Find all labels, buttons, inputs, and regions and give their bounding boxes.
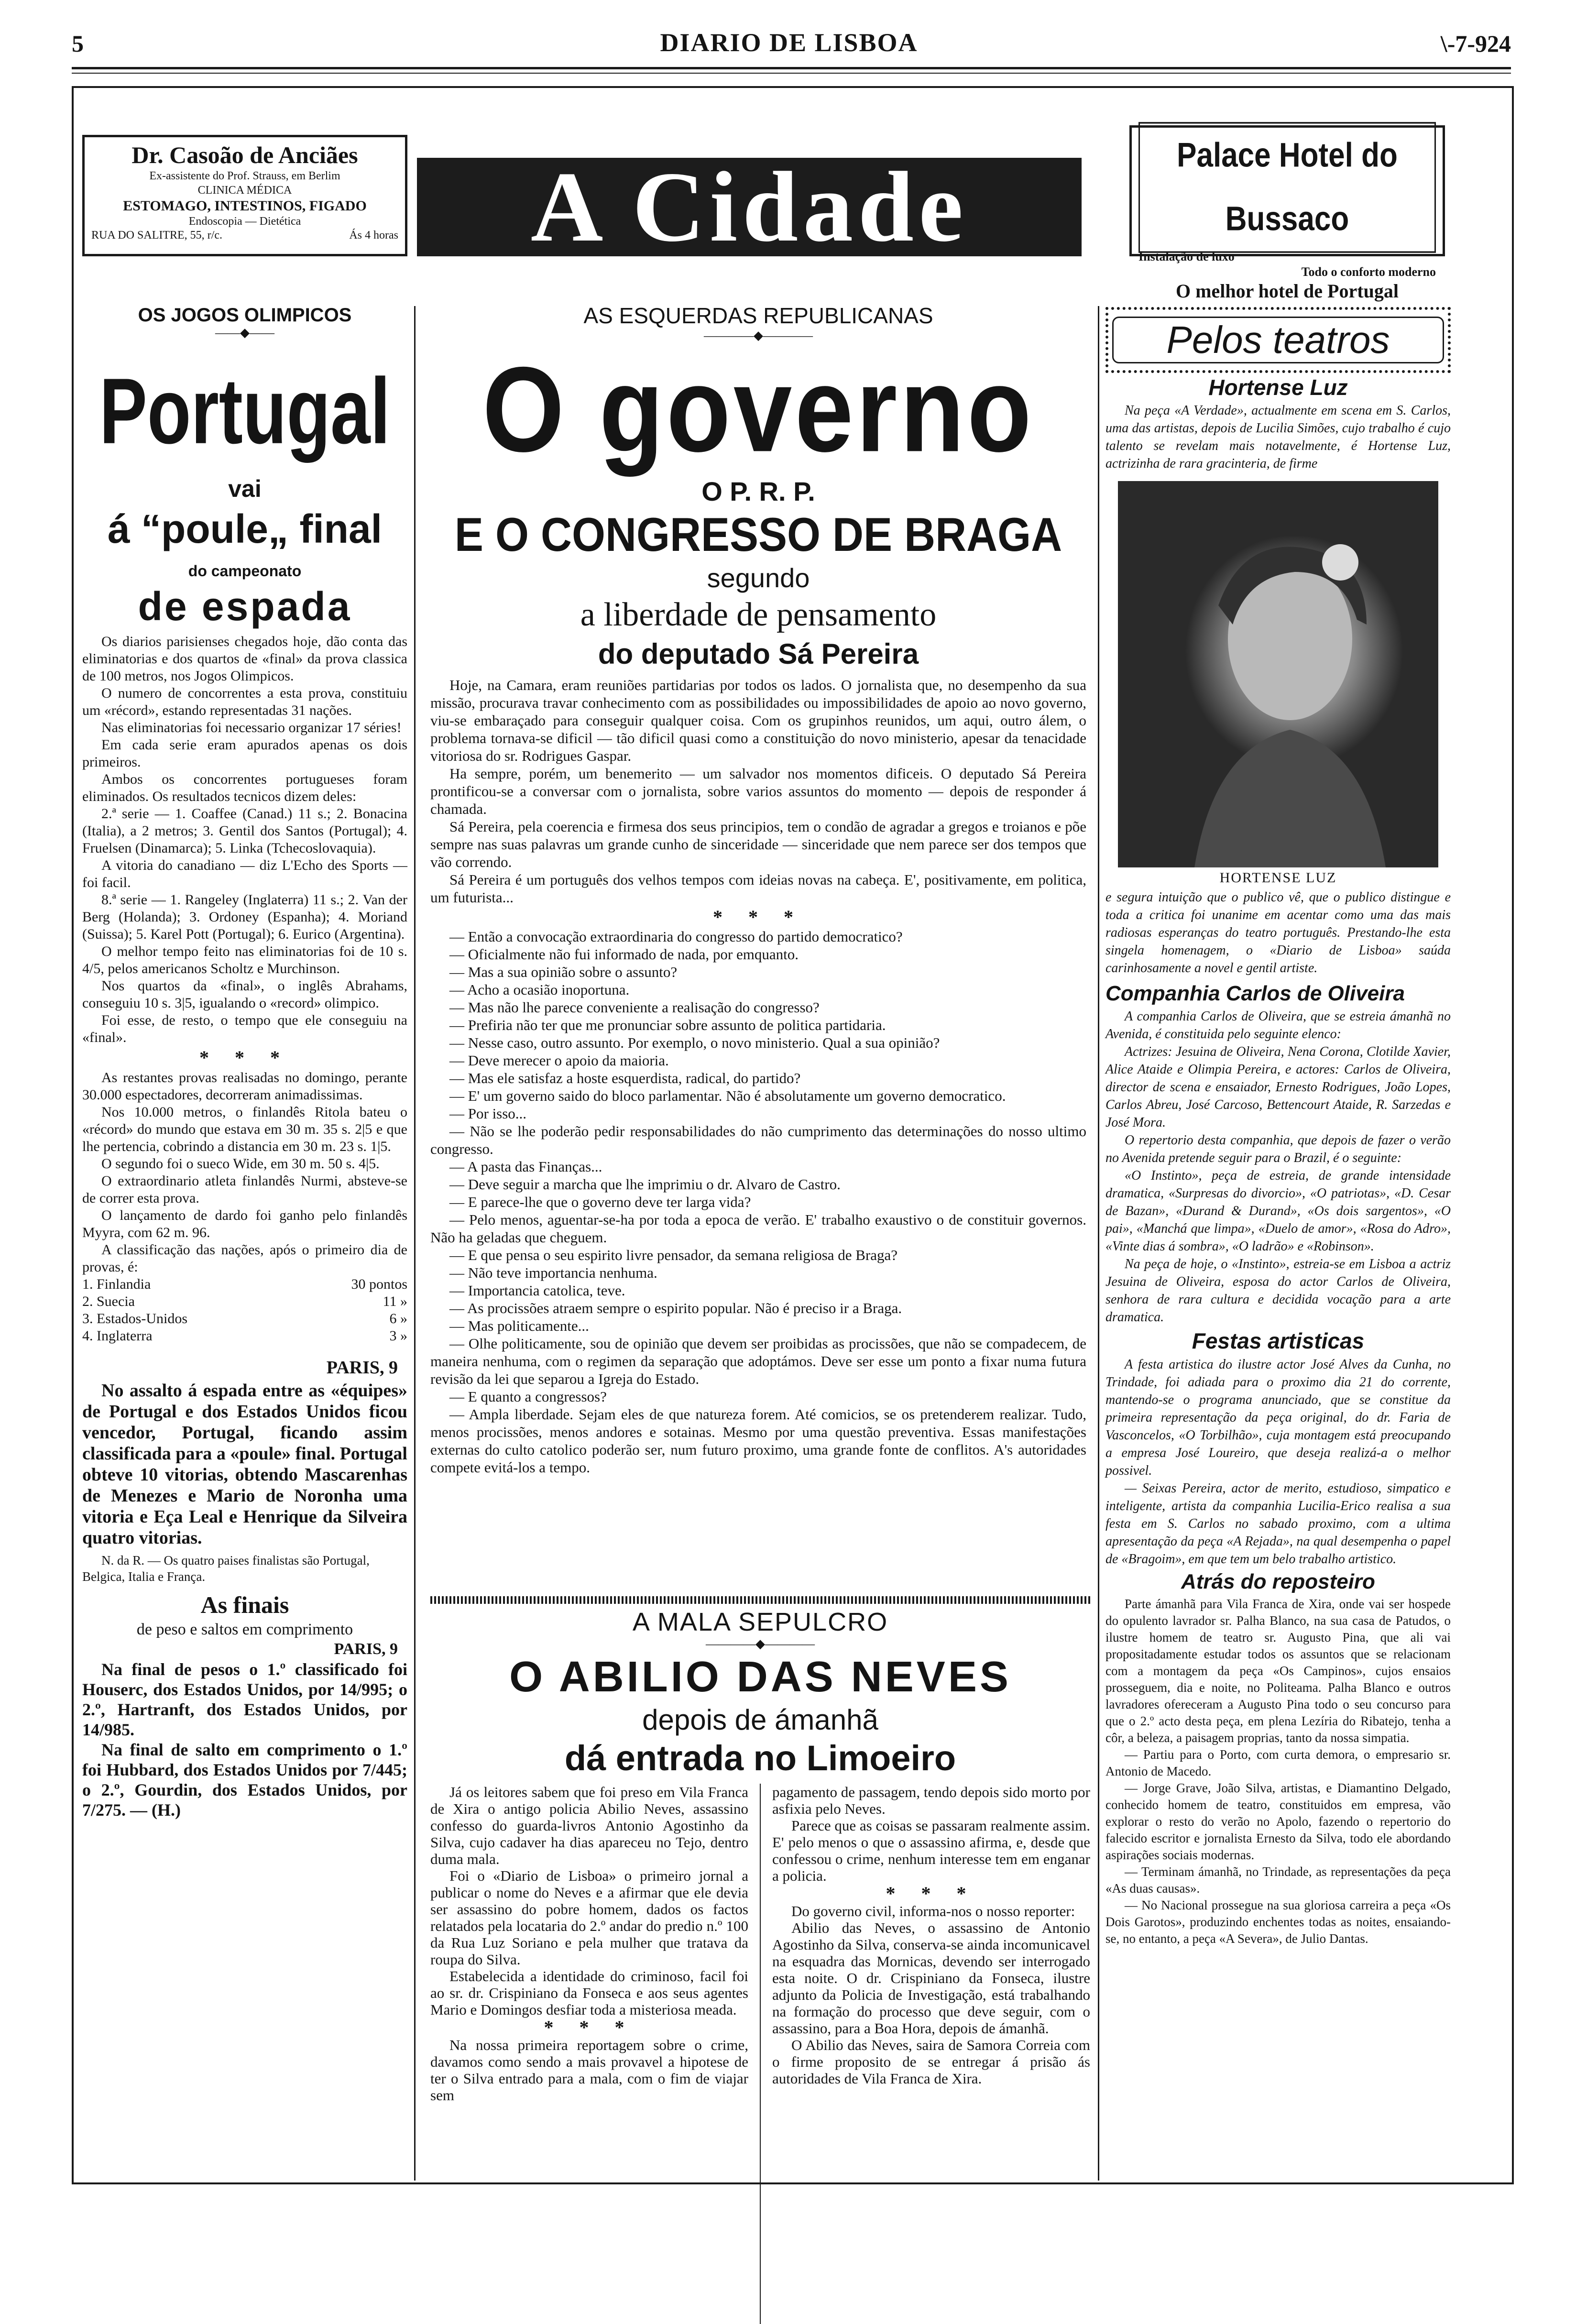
government-headline-deputado: do deputado Sá Pereira	[598, 638, 919, 670]
paragraph: O lançamento de dardo foi ganho pelo finlandês Myyra, com 62 m. 96.	[82, 1207, 407, 1240]
paragraph: O segundo foi o sueco Wide, em 30 m. 50 s. 4|5.	[101, 1156, 380, 1172]
bold-paragraph: No assalto á espada entre as «équipes» de Portugal e dos Estados Unidos ficou vencedor, Portugal, ficando assim classificada para a «poule» final. Portugal obteve 10 vitorias, obtendo Mascarenhas de Menezes e Mario de Noronha uma vitoria e Eça Leal e Henrique da Silveira quatro vitorias.	[82, 1381, 407, 1548]
section-title-box	[417, 152, 1082, 263]
paragraph: Foi esse, de resto, o tempo que ele conseguiu na «final».	[82, 1012, 407, 1045]
editor-note: N. da R. — Os quatro paises finalistas são Portugal, Belgica, Italia e França.	[82, 1553, 370, 1584]
ad-hotel-line2: Todo o conforto moderno	[1301, 265, 1436, 279]
paragraph: A vitoria do canadiano — diz L'Echo des Sports — foi facil.	[82, 857, 407, 890]
issue-date: \-7-924	[1440, 30, 1511, 57]
government-headline-prp: O P. R. P.	[701, 476, 815, 506]
masthead-rule	[72, 67, 1511, 69]
section-stars: * * *	[886, 1883, 977, 1904]
dialogue-line: — Prefiria não ter que me pronunciar sobre assunto de politica partidaria.	[449, 1017, 886, 1033]
paragraph: — No Nacional prossegue na sua gloriosa carreira a peça «Os Dois Garotos», produzindo enchentes todas as noites, ensaiando-se, no entanto, a peça «A Severa», de Julio Dantas.	[1105, 1898, 1451, 1946]
olympics-headline: Portugal	[99, 358, 391, 463]
paragraph: Em cada serie eram apurados apenas os dois primeiros.	[82, 737, 407, 770]
ad-doctor-line2: CLINICA MÉDICA	[197, 184, 292, 197]
paragraph: Sá Pereira, pela coerencia e firmesa dos seus principios, tem o condão de agradar a gregos e troianos e põe sempre nas suas palavras um grande cunho de sinceridade — sinceridade que nem parece ser dos tempos que vão correndo.	[430, 818, 1086, 870]
government-headline-segundo: segundo	[707, 563, 810, 593]
dialogue-line: — Por isso...	[449, 1105, 527, 1122]
ranking-label: 1. Finlandia	[82, 1276, 151, 1292]
paragraph: Já os leitores sabem que foi preso em Vila Franca de Xira o antigo policia Abilio Neves, assassino confesso do guarda-livros Antonio Agostinho da Silva, cujo cadaver ha dias apareceu no Tejo, dentro duma mala.	[430, 1784, 748, 1867]
ad-doctor-line3: ESTOMAGO, INTESTINOS, FIGADO	[123, 198, 367, 214]
olympics-article	[82, 304, 407, 1820]
mala-article	[430, 1607, 1090, 2324]
dialogue-line: — Deve merecer o apoio da maioria.	[449, 1052, 669, 1069]
ad-doctor-address: RUA DO SALITRE, 55, r/c.	[91, 229, 222, 241]
section-stars: * * *	[713, 906, 804, 928]
theatre-banner-title: Pelos teatros	[1112, 317, 1444, 363]
ad-doctor-name: Dr. Casoão de Anciães	[131, 142, 358, 168]
dialogue-line: — E parece-lhe que o governo deve ter larga vida?	[449, 1194, 751, 1210]
paragraph: O repertorio desta companhia, que depois de fazer o verão no Avenida pretende seguir para o Brazil, é o seguinte:	[1105, 1133, 1451, 1165]
dialogue-line: — Mas a sua opinião sobre o assunto?	[449, 964, 678, 980]
dateline: PARIS, 9	[326, 1358, 398, 1378]
paragraph: Na peça de hoje, o «Instinto», estreia-se em Lisboa a actriz Jesuina de Oliveira, esposa do actor Carlos de Oliveira, senhora de rara cultura e decidida vocação para a arte dramatica.	[1105, 1257, 1451, 1325]
paragraph: O extraordinario atleta finlandês Nurmi, absteve-se de correr esta prova.	[82, 1173, 407, 1206]
olympics-body	[82, 633, 407, 1345]
dialogue-line: — A pasta das Finanças...	[449, 1158, 602, 1175]
paragraph: Os diarios parisienses chegados hoje, dão conta das eliminatorias e dos quartos de «final» da prova classica de 100 metros, nos Jogos Olimpicos.	[82, 634, 407, 684]
section-stars: * * *	[199, 1047, 290, 1068]
paragraph: Parece que as coisas se passaram realmente assim. E' pelo menos o que o assassino afirma, e, desde que confessou o crime, nenhum interesse tem em enganar a policia.	[772, 1817, 1090, 1884]
olympics-headline-campeonato: do campeonato	[188, 562, 302, 580]
ad-hotel	[1129, 125, 1445, 302]
ranking-row	[82, 1276, 407, 1293]
olympics-headline-vai: vai	[228, 475, 262, 502]
paragraph: Nos quartos da «final», o inglês Abrahams, conseguiu 10 s. 3|5, igualando o «record» olimpico.	[82, 978, 407, 1011]
dialogue-line: — Importancia catolica, teve.	[449, 1282, 625, 1299]
paragraph: — Partiu para o Porto, com curta demora, o empresario sr. Antonio de Macedo.	[1105, 1747, 1451, 1778]
dialogue-line: — E quanto a congressos?	[449, 1388, 607, 1405]
government-article	[430, 302, 1086, 1476]
ranking-value: 3 »	[389, 1328, 407, 1344]
theatre-banner	[1105, 307, 1451, 373]
paragraph: O Abilio das Neves, saira de Samora Correia com o firme proposito de se entregar á prisão ás autoridades de Vila Franca de Xira.	[772, 2037, 1090, 2087]
government-headline: O governo	[482, 341, 1035, 477]
dialogue-line: — Oficialmente não fui informado de nada, por emquanto.	[449, 946, 799, 963]
dialogue-line: — E' um governo saido do bloco parlamentar. Não é absolutamente um governo democratico.	[449, 1087, 1006, 1104]
paragraph: Nas eliminatorias foi necessario organizar 17 séries!	[101, 720, 402, 735]
dialogue-line: — Pelo menos, aguentar-se-ha por toda a epoca de verão. E' trabalho exaustivo o de constituir governos. Não ha geladas que cheguem.	[430, 1211, 1086, 1246]
theatre-column	[1105, 307, 1451, 1947]
separator: ————◆————	[704, 329, 813, 342]
paragraph: Hoje, na Camara, eram reuniões partidarias por todos os lados. O jornalista que, no desempenho da sua missão, procurava travar conhecimento com as possibilidades ou impossibilidades de apoio ao novo governo, viu-se embaraçado para conseguir qualquer coisa. Com os grupinhos reunidos, um aqui, outro álem, o problema tornava-se dificil — tão dificil quasi como a constituição do novo ministerio, apesar da tenacidade vitoriosa do sr. Rodrigues Gaspar.	[430, 677, 1086, 764]
interview-dialogue	[430, 928, 1086, 1476]
paragraph: — Jorge Grave, João Silva, artistas, e Diamantino Delgado, conhecido homem de teatro, constituidos em empresa, vão explorar o resto do verão no Apolo, fazendo o repertorio do falecido escritor e jornalista Ernesto da Silva, todo ele abordando aspirações sociais modernas.	[1105, 1781, 1451, 1862]
dialogue-line: — E que pensa o seu espirito livre pensador, da semana religiosa de Braga?	[449, 1247, 898, 1263]
olympics-headline-espada: de espada	[138, 584, 352, 629]
dialogue-line: — Acho a ocasião inoportuna.	[449, 981, 630, 998]
hortense-title: Hortense Luz	[1208, 375, 1348, 400]
page-number: 5	[72, 30, 84, 57]
column-rule-mala	[760, 1784, 761, 2324]
ad-hotel-name: Palace Hotel do Bussaco	[1138, 122, 1436, 253]
paragraph: O numero de concorrentes a esta prova, constituiu um «récord», estando representadas 31 nações.	[82, 685, 407, 718]
reposteiro-title: Atrás do reposteiro	[1181, 1570, 1375, 1593]
dialogue-line: — Mas ele satisfaz a hoste esquerdista, radical, do partido?	[449, 1070, 801, 1086]
dialogue-line: — Mas politicamente...	[449, 1317, 589, 1334]
ranking-value: 11 »	[383, 1294, 407, 1309]
masthead-rule-thin	[72, 73, 1511, 74]
paragraph: O melhor tempo feito nas eliminatorias foi de 10 s. 4/5, pelos americanos Scholtz e Murchinson.	[82, 943, 407, 976]
ranking-label: 2. Suecia	[82, 1294, 135, 1309]
paragraph: — Terminam ámanhã, no Trindade, as representações da peça «As duas causas».	[1105, 1864, 1451, 1896]
dialogue-line: — As procissões atraem sempre o espirito popular. Não é preciso ir a Braga.	[449, 1300, 902, 1316]
section-stars: * * *	[544, 2017, 635, 2038]
dialogue-line: — Não se lhe poderão pedir responsabilidades do não cumprimento das determinações do nosso ultimo congresso.	[430, 1123, 1086, 1157]
ranking-row	[82, 1310, 407, 1327]
ad-hotel-line3: O melhor hotel de Portugal	[1176, 280, 1399, 302]
dialogue-line: — Deve seguir a marcha que lhe imprimiu o dr. Alvaro de Castro.	[449, 1176, 841, 1193]
ranking-row	[82, 1293, 407, 1310]
ranking-value: 30 pontos	[351, 1276, 407, 1292]
paragraph: A classificação das nações, após o primeiro dia de provas, é:	[82, 1242, 407, 1275]
portrait-figure-icon	[1118, 481, 1438, 867]
ranking-table	[82, 1276, 407, 1345]
dialogue-line: — Ampla liberdade. Sejam eles de que natureza forem. Até comicios, se os pretenderem realizar. Tudo, menos procissões, menos andores e sotainas. Mesmo por uma questão preventiva. Essas manifestações externas do culto catolico poderão ser, num futuro proximo, uma grande fonte de conflitos. A's autoridades compete evitá-los a tempo.	[430, 1406, 1086, 1476]
finals-subtitle: de peso e saltos em comprimento	[136, 1621, 353, 1638]
paragraph: Abilio das Neves, o assassino de Antonio Agostinho da Silva, conserva-se ainda incomunicavel na esquadra das Mornicas, devendo ser interrogado esta noite. O dr. Crispiniano da Fonseca, ilustre adjunto da Policia de Investigação, está trabalhando na formação do processo que deve seguir, com o assassino, para a Boa Hora, depois de ámanhã.	[772, 1919, 1090, 2037]
companhia-title: Companhia Carlos de Oliveira	[1105, 982, 1405, 1005]
ad-doctor	[82, 135, 407, 256]
ad-doctor-line1: Ex-assistente do Prof. Strauss, em Berlim	[149, 170, 340, 182]
festas-title: Festas artisticas	[1192, 1328, 1365, 1353]
ranking-row	[82, 1327, 407, 1345]
paragraph: Ha sempre, porém, um benemerito — um salvador nos momentos dificeis. O deputado Sá Pereira prontificou-se a conversar com o jornalista, sobre varios assuntos do momento — depois de responder á chamada.	[430, 765, 1086, 817]
mala-col-2	[772, 1784, 1090, 2324]
government-kicker: AS ESQUERDAS REPUBLICANAS	[583, 303, 933, 328]
paragraph: Estabelecida a identidade do criminoso, facil foi ao sr. dr. Crispiniano da Fonseca e aos seus agentes Mario e Domingos desfiar toda a misteriosa meada.	[430, 1968, 748, 2018]
hortense-photo	[1118, 481, 1438, 867]
ranking-label: 4. Inglaterra	[82, 1328, 153, 1344]
separator: ————◆————	[706, 1637, 815, 1651]
photo-caption: HORTENSE LUZ	[1219, 870, 1337, 886]
paragraph: Foi o «Diario de Lisboa» o primeiro jornal a publicar o nome do Neves e a afirmar que ele devia ser assassino do pobre homem, dados os factos relatados pela locataria do 2.º andar do predio n.º 100 da Rua Luz Soriano e pela mulher que tratava da roupa do Silva.	[430, 1867, 748, 1968]
bold-paragraph: Na final de salto em comprimento o 1.º foi Hubbard, dos Estados Unidos por 7/445; o 2.º, Gourdin, dos Estados Unidos, por 7/275. — (H.)	[82, 1740, 407, 1820]
paragraph: «O Instinto», peça de estreia, de grande intensidade dramatica, «Surpresas do divorcio», «O patriotas», «D. Cesar de Bazan», «Durand & Durand», «Os dois sargentos», «O pai», «Manchá que limpa», «Duelo de amor», «Rosa do Adro», «Vinte dias á sombra», «O ladrão» e «Robinson».	[1105, 1168, 1451, 1254]
paragraph: Sá Pereira é um português dos velhos tempos com ideias novas na cabeça. E', positivamente, em politica, um futurista...	[430, 871, 1086, 906]
paragraph: Nos 10.000 metros, o finlandês Ritola bateu o «récord» do mundo que estava em 30 m. 35 s. 2|5 e que lhe pertencia, cobrindo a distancia em 30 m. 23 s. 1|5.	[82, 1104, 407, 1154]
column-rule-right	[1098, 306, 1099, 2181]
ad-doctor-line4: Endoscopia — Dietética	[188, 215, 301, 228]
newspaper-title: DIARIO DE LISBOA	[660, 28, 918, 57]
mala-headline: O ABILIO DAS NEVES	[509, 1653, 1011, 1701]
finals-title: As finais	[200, 1591, 289, 1618]
section-title: A Cidade	[530, 152, 968, 263]
dialogue-line: — Mas não lhe parece conveniente a realisação do congresso?	[449, 999, 820, 1016]
mala-kicker: A MALA SEPULCRO	[632, 1608, 888, 1636]
dialogue-line: — Nesse caso, outro assunto. Por exemplo, o novo ministerio. Qual a sua opinião?	[449, 1034, 940, 1051]
ranking-label: 3. Estados-Unidos	[82, 1311, 187, 1326]
dateline: PARIS, 9	[334, 1640, 398, 1658]
paragraph: Ambos os concorrentes portugueses foram eliminados. Os resultados tecnicos dizem deles:	[82, 771, 407, 804]
paragraph: pagamento de passagem, tendo depois sido morto por asfixia pelo Neves.	[772, 1784, 1090, 1817]
hatched-divider	[430, 1596, 1090, 1604]
government-body	[430, 676, 1086, 1476]
paragraph: Parte ámanhã para Vila Franca de Xira, onde vai ser hospede do opulento lavrador sr. Palha Blanco, na sua casa de Patudos, o ilustre homem de teatro sr. Augusto Pina, que ali vai propositadamente estudar todos os assuntos que se relacionam com a montagem da peça «Os Campinos», cujos ensaios prosseguem, dia e noite, no Politeama. Palha Blanco e outros lavradores ofereceram a Augusto Pina todo o seu concurso para que o 2.º acto desta peça, em plena Lezíria do Ribatejo, tenha a côr, a beleza, a paisagem proprias, tanto da nossa simpatia.	[1105, 1597, 1451, 1745]
government-headline-braga: E O CONGRESSO DE BRAGA	[454, 509, 1062, 562]
paragraph: Na nossa primeira reportagem sobre o crime, davamos como sendo a mais provavel a hipotese de ter o Silva entrado para a mala, com o fim de viajar sem	[430, 2037, 748, 2104]
mala-headline-depois: depois de ámanhã	[642, 1704, 878, 1736]
mala-col-1	[430, 1784, 748, 2324]
government-headline-liberdade: a liberdade de pensamento	[580, 596, 937, 633]
dialogue-line: — Olhe politicamente, sou de opinião que devem ser proibidas as procissões, que não se compadecem, de maneira nenhuma, com o regimen da separação que adoptámos. Deve ser esse um ponto a fixar numa futura revisão da lei que separou a Igreja do Estado.	[430, 1335, 1086, 1387]
ad-doctor-hours: Ás 4 horas	[349, 229, 398, 241]
paragraph: 8.ª serie — 1. Rangeley (Inglaterra) 11 s.; 2. Van der Berg (Holanda); 3. Ordoney (Espanha); 4. Moriand (Suissa); 5. Karel Pott (Portugal); 6. Eurico (Argentina).	[82, 892, 407, 942]
ranking-value: 6 »	[389, 1311, 407, 1326]
dialogue-line: — Não teve importancia nenhuma.	[449, 1264, 657, 1281]
paragraph: A festa artistica do ilustre actor José Alves da Cunha, no Trindade, foi adiada para o proximo dia 21 do corrente, mantendo-se o programa anunciado, que se constitue da primeira representação da peça original, do dr. Faria de Vasconcelos, «O Torbilhão», cuja montagem está preocupando a empresa José Loureiro, que deseja realizá-a o melhor possivel.	[1105, 1357, 1451, 1478]
paragraph: Actrizes: Jesuina de Oliveira, Nena Corona, Clotilde Xavier, Alice Ataide e Olimpia Pereira, e actores: Carlos de Oliveira, director de scena e ensaiador, Ernesto Rodrigues, João Lopes, Carlos Abreu, José Carcoso, Bettencourt Ataide, R. Sarzedas e José Mora.	[1105, 1044, 1451, 1130]
paragraph: — Seixas Pereira, actor de merito, estudioso, simpatico e inteligente, artista da companhia Lucilia-Erico realisa a sua festa em S. Carlos no sabado proximo, com a ultima apresentação da peça «A Rejada», na qual desempenha o papel de «Bragoim», em que tem um belo trabalho artistico.	[1105, 1481, 1451, 1567]
mala-headline-limoeiro: dá entrada no Limoeiro	[564, 1738, 956, 1778]
separator: ——◆——	[215, 326, 274, 340]
dialogue-line: — Então a convocação extraordinaria do congresso do partido democratico?	[449, 928, 903, 945]
paragraph: e segura intuição que o publico vê, que o publico distingue e toda a critica foi unanime em acentar como uma das mais radiosas esperanças do teatro português. Prestando-lhe esta singela homenagem, o «Diario de Lisboa» saúda carinhosamente a novel e gentil artiste.	[1105, 890, 1451, 976]
paragraph: As restantes provas realisadas no domingo, perante 30.000 espectadores, decorreram animadissimas.	[82, 1070, 407, 1103]
column-rule-left	[414, 306, 416, 2181]
olympics-headline-poule: á “poule„ final	[107, 506, 383, 551]
olympics-kicker: OS JOGOS OLIMPICOS	[138, 305, 352, 326]
paragraph: Na peça «A Verdade», actualmente em scena em S. Carlos, uma das artistas, depois de Lucilia Simões, cujo trabalho é cujo talento se revelam mais notavelmente, é Hortense Luz, actrizinha de rara gracinteria, de firme	[1105, 403, 1451, 471]
paragraph: Do governo civil, informa-nos o nosso reporter:	[791, 1903, 1075, 1919]
ad-hotel-line1: Instalação de luxo	[1138, 250, 1235, 263]
bold-paragraph: Na final de pesos o 1.º classificado foi Houserc, dos Estados Unidos, por 14/995; o 2.º, Hartranft, dos Estados Unidos, por 14/985.	[82, 1660, 407, 1739]
paragraph: A companhia Carlos de Oliveira, que se estreia ámanhã no Avenida, é constituida pelo seguinte elenco:	[1105, 1009, 1451, 1041]
paragraph: 2.ª serie — 1. Coaffee (Canad.) 11 s.; 2. Bonacina (Italia), a 2 metros; 3. Gentil dos Santos (Portugal); 4. Fruelsen (Dinamarca); 5. Linka (Tchecoslovaquia).	[82, 806, 407, 856]
